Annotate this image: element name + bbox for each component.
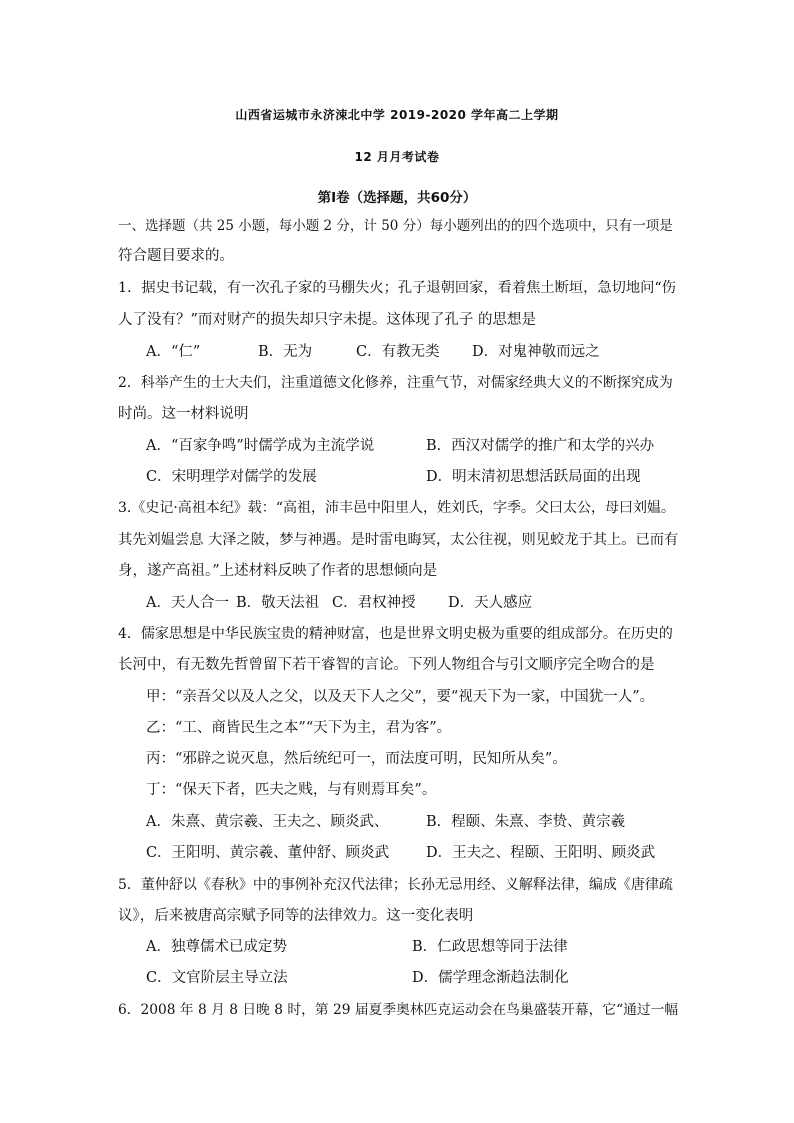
question-4-option-a: A．朱熹、黄宗羲、王夫之、顾炎武、 bbox=[146, 814, 389, 830]
question-3-option-a: A．天人合一 bbox=[146, 595, 229, 611]
question-4-stem: 4．儒家思想是中华民族宝贵的精神财富，也是世界文明史极为重要的组成部分。在历史的 bbox=[118, 626, 673, 642]
question-3-option-d: D．天人感应 bbox=[448, 595, 533, 611]
instruction-line: 符合题目要求的。 bbox=[118, 248, 234, 264]
question-4-stem: 长河中，有无数先哲曾留下若干睿智的言论。下列人物组合与引文顺序完全吻合的是 bbox=[118, 657, 655, 673]
question-1-option-a: A．“仁” bbox=[146, 344, 201, 360]
question-4-quote-ding: 丁：“保天下者，匹夫之贱，与有则焉耳矣”。 bbox=[146, 782, 437, 798]
question-4-option-b: B．程颐、朱熹、李贽、黄宗羲 bbox=[426, 814, 626, 830]
question-3-stem: 3.《史记·高祖本纪》载：“高祖，沛丰邑中阳里人，姓刘氏，字季。父曰太公，母曰刘媪。 bbox=[118, 500, 675, 516]
question-4-quote-jia: 甲：“亲吾父以及人之父，以及天下人之父”，要“视天下为一家，中国犹一人”。 bbox=[146, 689, 655, 705]
question-3-stem: 身，遂产高祖。”上述材料反映了作者的思想倾向是 bbox=[118, 563, 438, 579]
question-4-quote-bing: 丙：“邪辟之说灭息，然后统纪可一，而法度可明，民知所从矣”。 bbox=[146, 751, 567, 767]
question-3-stem: 其先刘媪尝息 大泽之陂，梦与神遇。是时雷电晦冥，太公往视，则见蛟龙于其上。已而有 bbox=[118, 532, 679, 548]
part-title: 第Ⅰ卷（选择题，共60分） bbox=[317, 190, 477, 206]
question-2-option-d: D．明末清初思想活跃局面的出现 bbox=[426, 469, 641, 485]
question-6-stem: 6．2008 年 8 月 8 日晚 8 时，第 29 届夏季奥林匹克运动会在鸟巢盛装开幕，它“通过一幅 bbox=[118, 1002, 679, 1018]
exam-title-line2: 12 月月考试卷 bbox=[354, 150, 440, 164]
exam-title-line1: 山西省运城市永济涑北中学 2019-2020 学年高二上学期 bbox=[235, 108, 559, 122]
question-1-stem: 人了没有？”而对财产的损失却只字未提。这体现了孔子 的思想是 bbox=[118, 312, 537, 328]
question-2-stem: 时尚。这一材料说明 bbox=[118, 406, 249, 422]
instruction-line: 一、选择题（共 25 小题，每小题 2 分，计 50 分）每小题列出的的四个选项中，只有一项是 bbox=[118, 218, 673, 234]
question-4-quote-yi: 乙：“工、商皆民生之本”“天下为主，君为客”。 bbox=[146, 720, 452, 736]
question-2-option-c: C．宋明理学对儒学的发展 bbox=[146, 469, 317, 485]
question-1-option-d: D．对鬼神敬而远之 bbox=[472, 344, 600, 360]
question-1-option-b: B．无为 bbox=[258, 344, 313, 360]
question-5-option-c: C．文官阶层主导立法 bbox=[146, 970, 288, 986]
question-5-option-d: D．儒学理念渐趋法制化 bbox=[412, 970, 569, 986]
question-4-option-c: C．王阳明、黄宗羲、董仲舒、顾炎武 bbox=[146, 845, 390, 861]
question-5-stem: 议》，后来被唐高宗赋予同等的法律效力。这一变化表明 bbox=[118, 908, 474, 924]
question-1-stem: 1．据史书记载，有一次孔子家的马棚失火；孔子退朝回家，看着焦土断垣，急切地问“伤 bbox=[118, 280, 676, 296]
question-3-option-c: C．君权神授 bbox=[332, 595, 416, 611]
question-3-option-b: B．敬天法祖 bbox=[236, 595, 320, 611]
question-5-stem: 5．董仲舒以《春秋》中的事例补充汉代法律；长孙无忌用经、义解释法律，编成《唐律疏 bbox=[118, 877, 673, 893]
question-4-option-d: D．王夫之、程颐、王阳明、顾炎武 bbox=[426, 845, 656, 861]
question-2-option-b: B．西汉对儒学的推广和太学的兴办 bbox=[426, 438, 655, 454]
question-1-option-c: C．有教无类 bbox=[356, 344, 440, 360]
question-5-option-b: B．仁政思想等同于法律 bbox=[412, 939, 568, 955]
question-5-option-a: A．独尊儒术已成定势 bbox=[146, 939, 287, 955]
question-2-option-a: A．“百家争鸣”时儒学成为主流学说 bbox=[146, 438, 375, 454]
question-2-stem: 2．科举产生的士大夫们，注重道德文化修养，注重气节，对儒家经典大义的不断探究成为 bbox=[118, 375, 673, 391]
